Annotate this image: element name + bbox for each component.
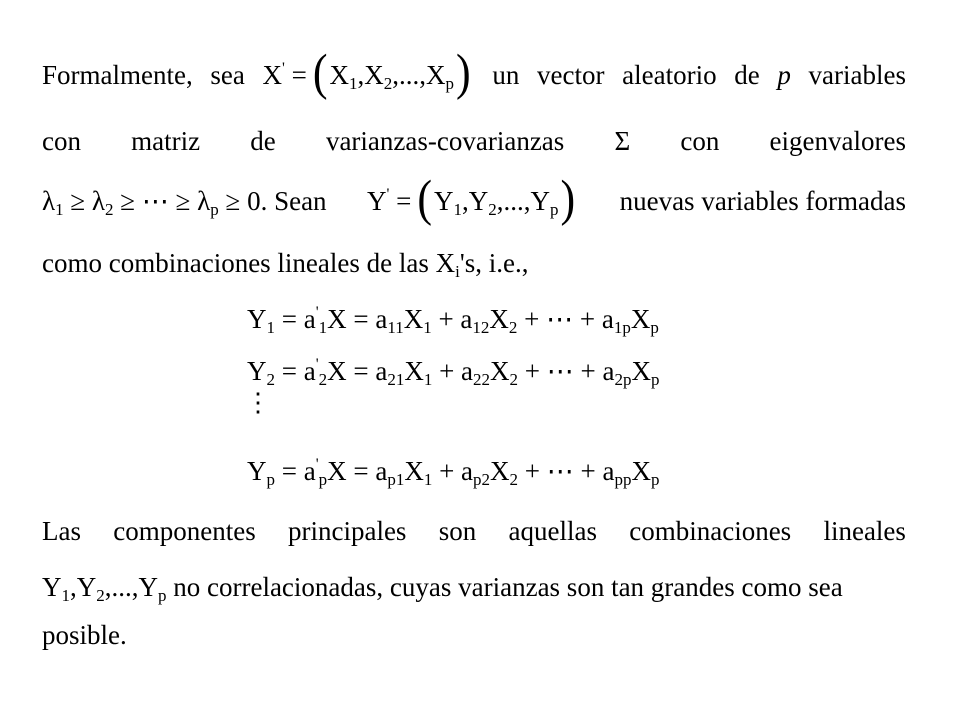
word-vector: vector [537, 60, 605, 90]
word-variables: variables [808, 60, 906, 90]
x-prime-definition: $X' = (X_1,X_2,...,X_p)$ [262, 44, 471, 101]
word-con: con [42, 126, 81, 156]
paragraph1-line1 [42, 44, 906, 101]
paragraph1-line3 [42, 170, 906, 227]
equation-yp: $Y_p = a'_pX = a_{p1}X_1 + a_{p2}X_2$ + ⋯ + $a_{pp}X_p$ [247, 456, 660, 489]
paragraph2-line3: posible. [42, 620, 127, 650]
word: son [438, 516, 477, 546]
word-aleatorio: aleatorio [622, 60, 717, 90]
word: Las [42, 516, 81, 546]
word-de: de [734, 60, 760, 90]
word-con: con [680, 126, 720, 156]
word-sea: sea [210, 60, 245, 90]
paragraph1-line4: como combinaciones lineales de las $X_i's$, i.e., [42, 248, 529, 281]
word: lineales [823, 516, 906, 546]
word-p-italic: p [777, 60, 791, 90]
eigenvalue-ordering: $\lambda_1 \ge \lambda_2$ ≥ ⋯ ≥ $\lambda_p \ge 0$. Sean [42, 186, 327, 219]
word-varianzas-covarianzas: varianzas-covarianzas [325, 126, 565, 156]
paragraph2-line2: $Y_1,Y_2,...,Y_p$ no correlacionadas, cuyas varianzas son tan grandes como sea [42, 572, 843, 605]
word-de: de [250, 126, 276, 156]
word-eigenvalores: eigenvalores [769, 126, 906, 156]
word: componentes [113, 516, 256, 546]
equation-y1: $Y_1 = a'_1X = a_{11}X_1 + a_{12}X_2$ + ⋯ + $a_{1p}X_p$ [247, 304, 659, 337]
line3-rest-text: nuevas variables formadas [619, 186, 906, 216]
word: combinaciones [629, 516, 792, 546]
word: principales [287, 516, 407, 546]
paragraph2-line1 [42, 514, 906, 548]
word-formalmente: Formalmente, [42, 60, 193, 90]
y-prime-definition: $Y' = (Y_1,Y_2,...,Y_p)$ [366, 170, 576, 227]
equation-y2: $Y_2 = a'_2X = a_{21}X_1 + a_{22}X_2$ + ⋯ + $a_{2p}X_p$ [247, 356, 660, 389]
sigma-symbol: Σ [614, 126, 631, 156]
word-un: un [492, 60, 520, 90]
word: aquellas [508, 516, 597, 546]
word-matriz: matriz [131, 126, 201, 156]
vertical-ellipsis: ⋮ [245, 388, 271, 417]
paragraph1-line2 [42, 124, 906, 158]
